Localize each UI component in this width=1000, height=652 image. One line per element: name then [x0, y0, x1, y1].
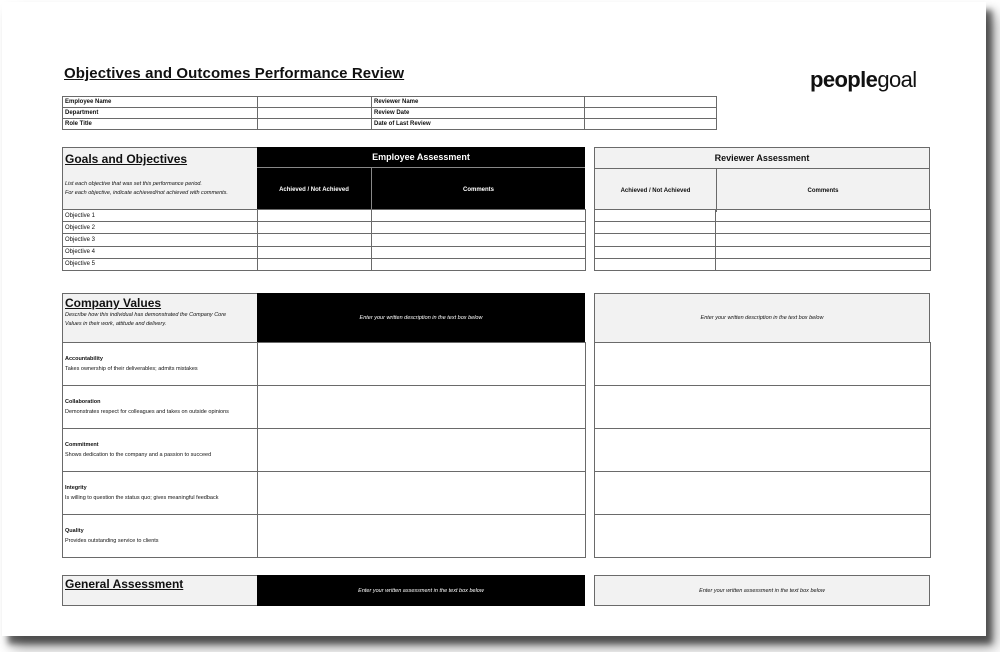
employee-comments-cell[interactable] [372, 222, 586, 234]
reviewer-achieved-cell[interactable] [595, 210, 716, 222]
info-label: Date of Last Review [372, 119, 585, 130]
objective-row [63, 246, 586, 258]
reviewer-value-textbox[interactable] [595, 472, 931, 515]
info-row [63, 97, 717, 108]
review-form-sheet [2, 2, 986, 636]
objective-row [63, 210, 586, 222]
general-section-title: General Assessment [65, 577, 184, 591]
general-employee-prompt: Enter your written assessment in the text box below [257, 575, 585, 606]
values-instruction-line: Values in their work, attitude and delivery. [65, 321, 167, 327]
employee-achieved-cell[interactable] [258, 222, 372, 234]
info-label: Employee Name [63, 97, 258, 108]
objective-label: Objective 5 [63, 258, 258, 270]
value-reviewer-row [595, 472, 931, 515]
info-label: Review Date [372, 108, 585, 119]
objective-label: Objective 1 [63, 210, 258, 222]
values-instruction-line: Describe how this individual has demonstrated the Company Core [65, 312, 227, 318]
objective-row [63, 222, 586, 234]
info-value-field[interactable] [258, 108, 372, 119]
employee-comments-cell[interactable] [372, 234, 586, 246]
info-value-field[interactable] [585, 108, 717, 119]
values-section-title: Company Values [65, 296, 162, 310]
employee-comments-cell[interactable] [372, 246, 586, 258]
reviewer-value-textbox[interactable] [595, 343, 931, 386]
value-description: Is willing to question the status quo; gives meaningful feedback [65, 495, 219, 501]
info-value-field[interactable] [585, 119, 717, 130]
reviewer-achieved-cell[interactable] [595, 258, 716, 270]
employee-value-textbox[interactable] [258, 429, 586, 472]
reviewer-comments-cell[interactable] [716, 210, 931, 222]
info-row [63, 108, 717, 119]
values-employee-prompt: Enter your written description in the text box below [257, 293, 585, 343]
goals-instructions [65, 180, 228, 198]
reviewer-value-textbox[interactable] [595, 429, 931, 472]
info-label: Reviewer Name [372, 97, 585, 108]
info-label: Department [63, 108, 258, 119]
value-label-cell [63, 515, 258, 558]
value-label-cell [63, 386, 258, 429]
general-reviewer-prompt: Enter your written assessment in the text box below [594, 575, 930, 606]
value-description: Demonstrates respect for colleagues and takes on outside opinions [65, 409, 229, 415]
employee-comments-cell[interactable] [372, 258, 586, 270]
info-value-field[interactable] [258, 119, 372, 130]
employee-achieved-cell[interactable] [258, 234, 372, 246]
employee-value-textbox[interactable] [258, 472, 586, 515]
value-description: Provides outstanding service to clients [65, 538, 159, 544]
objective-reviewer-row [595, 234, 931, 246]
reviewer-comments-cell[interactable] [716, 246, 931, 258]
values-instructions [65, 311, 226, 329]
reviewer-achieved-column-header: Achieved / Not Achieved [595, 169, 717, 212]
value-name: Collaboration [65, 399, 101, 405]
value-description: Shows dedication to the company and a passion to succeed [65, 452, 212, 458]
value-name: Quality [65, 528, 84, 534]
employee-value-textbox[interactable] [258, 515, 586, 558]
reviewer-achieved-cell[interactable] [595, 234, 716, 246]
objective-label: Objective 4 [63, 246, 258, 258]
peoplegoal-logo [810, 67, 917, 93]
value-row [63, 429, 586, 472]
employee-assessment-header [257, 147, 585, 210]
value-row [63, 472, 586, 515]
employee-assessment-title: Employee Assessment [257, 147, 585, 168]
objective-reviewer-row [595, 210, 931, 222]
objectives-employee-table [62, 209, 586, 271]
goals-header-cell [62, 147, 258, 210]
values-employee-table [62, 342, 586, 558]
reviewer-comments-column-header: Comments [807, 187, 839, 194]
logo-light-text: goal [877, 67, 917, 92]
objective-row [63, 258, 586, 270]
value-name: Integrity [65, 485, 87, 491]
objective-label: Objective 2 [63, 222, 258, 234]
reviewer-value-textbox[interactable] [595, 515, 931, 558]
reviewer-achieved-cell[interactable] [595, 246, 716, 258]
goals-instruction-line: List each objective that was set this performance period. [65, 181, 202, 187]
employee-comments-cell[interactable] [372, 210, 586, 222]
reviewer-assessment-header [594, 147, 930, 210]
employee-comments-column-header: Comments [462, 186, 494, 193]
reviewer-value-textbox[interactable] [595, 386, 931, 429]
employee-achieved-cell[interactable] [258, 210, 372, 222]
value-row [63, 343, 586, 386]
value-label-cell [63, 472, 258, 515]
value-name: Accountability [65, 356, 103, 362]
value-reviewer-row [595, 429, 931, 472]
value-row [63, 515, 586, 558]
employee-value-textbox[interactable] [258, 386, 586, 429]
value-description: Takes ownership of their deliverables; admits mistakes [65, 366, 198, 372]
reviewer-comments-cell[interactable] [716, 234, 931, 246]
value-row [63, 386, 586, 429]
objectives-reviewer-table [594, 209, 931, 271]
objective-label: Objective 3 [63, 234, 258, 246]
info-value-field[interactable] [258, 97, 372, 108]
value-label-cell [63, 343, 258, 386]
info-value-field[interactable] [585, 97, 717, 108]
info-row [63, 119, 717, 130]
value-label-cell [63, 429, 258, 472]
objective-row [63, 234, 586, 246]
reviewer-comments-cell[interactable] [716, 258, 931, 270]
value-reviewer-row [595, 343, 931, 386]
objective-reviewer-row [595, 246, 931, 258]
employee-achieved-cell[interactable] [258, 258, 372, 270]
value-name: Commitment [65, 442, 99, 448]
employee-achieved-cell[interactable] [258, 246, 372, 258]
value-reviewer-row [595, 515, 931, 558]
document-title: Objectives and Outcomes Performance Review [64, 65, 405, 82]
logo-bold-text: people [810, 67, 878, 92]
value-reviewer-row [595, 386, 931, 429]
objective-reviewer-row [595, 258, 931, 270]
values-reviewer-table [594, 342, 931, 558]
values-header-cell [62, 293, 258, 343]
values-reviewer-prompt: Enter your written description in the text box below [594, 293, 930, 343]
employee-achieved-column-header: Achieved / Not Achieved [257, 168, 372, 211]
employee-value-textbox[interactable] [258, 343, 586, 386]
reviewer-achieved-cell[interactable] [595, 222, 716, 234]
goals-section-title: Goals and Objectives [65, 152, 188, 166]
goals-instruction-line: For each objective, indicate achieved/not achieved with comments. [65, 190, 228, 196]
reviewer-assessment-title: Reviewer Assessment [595, 148, 929, 169]
objective-reviewer-row [595, 222, 931, 234]
reviewer-comments-cell[interactable] [716, 222, 931, 234]
general-header-cell [62, 575, 258, 606]
info-label: Role Title [63, 119, 258, 130]
employee-info-table [62, 96, 717, 130]
